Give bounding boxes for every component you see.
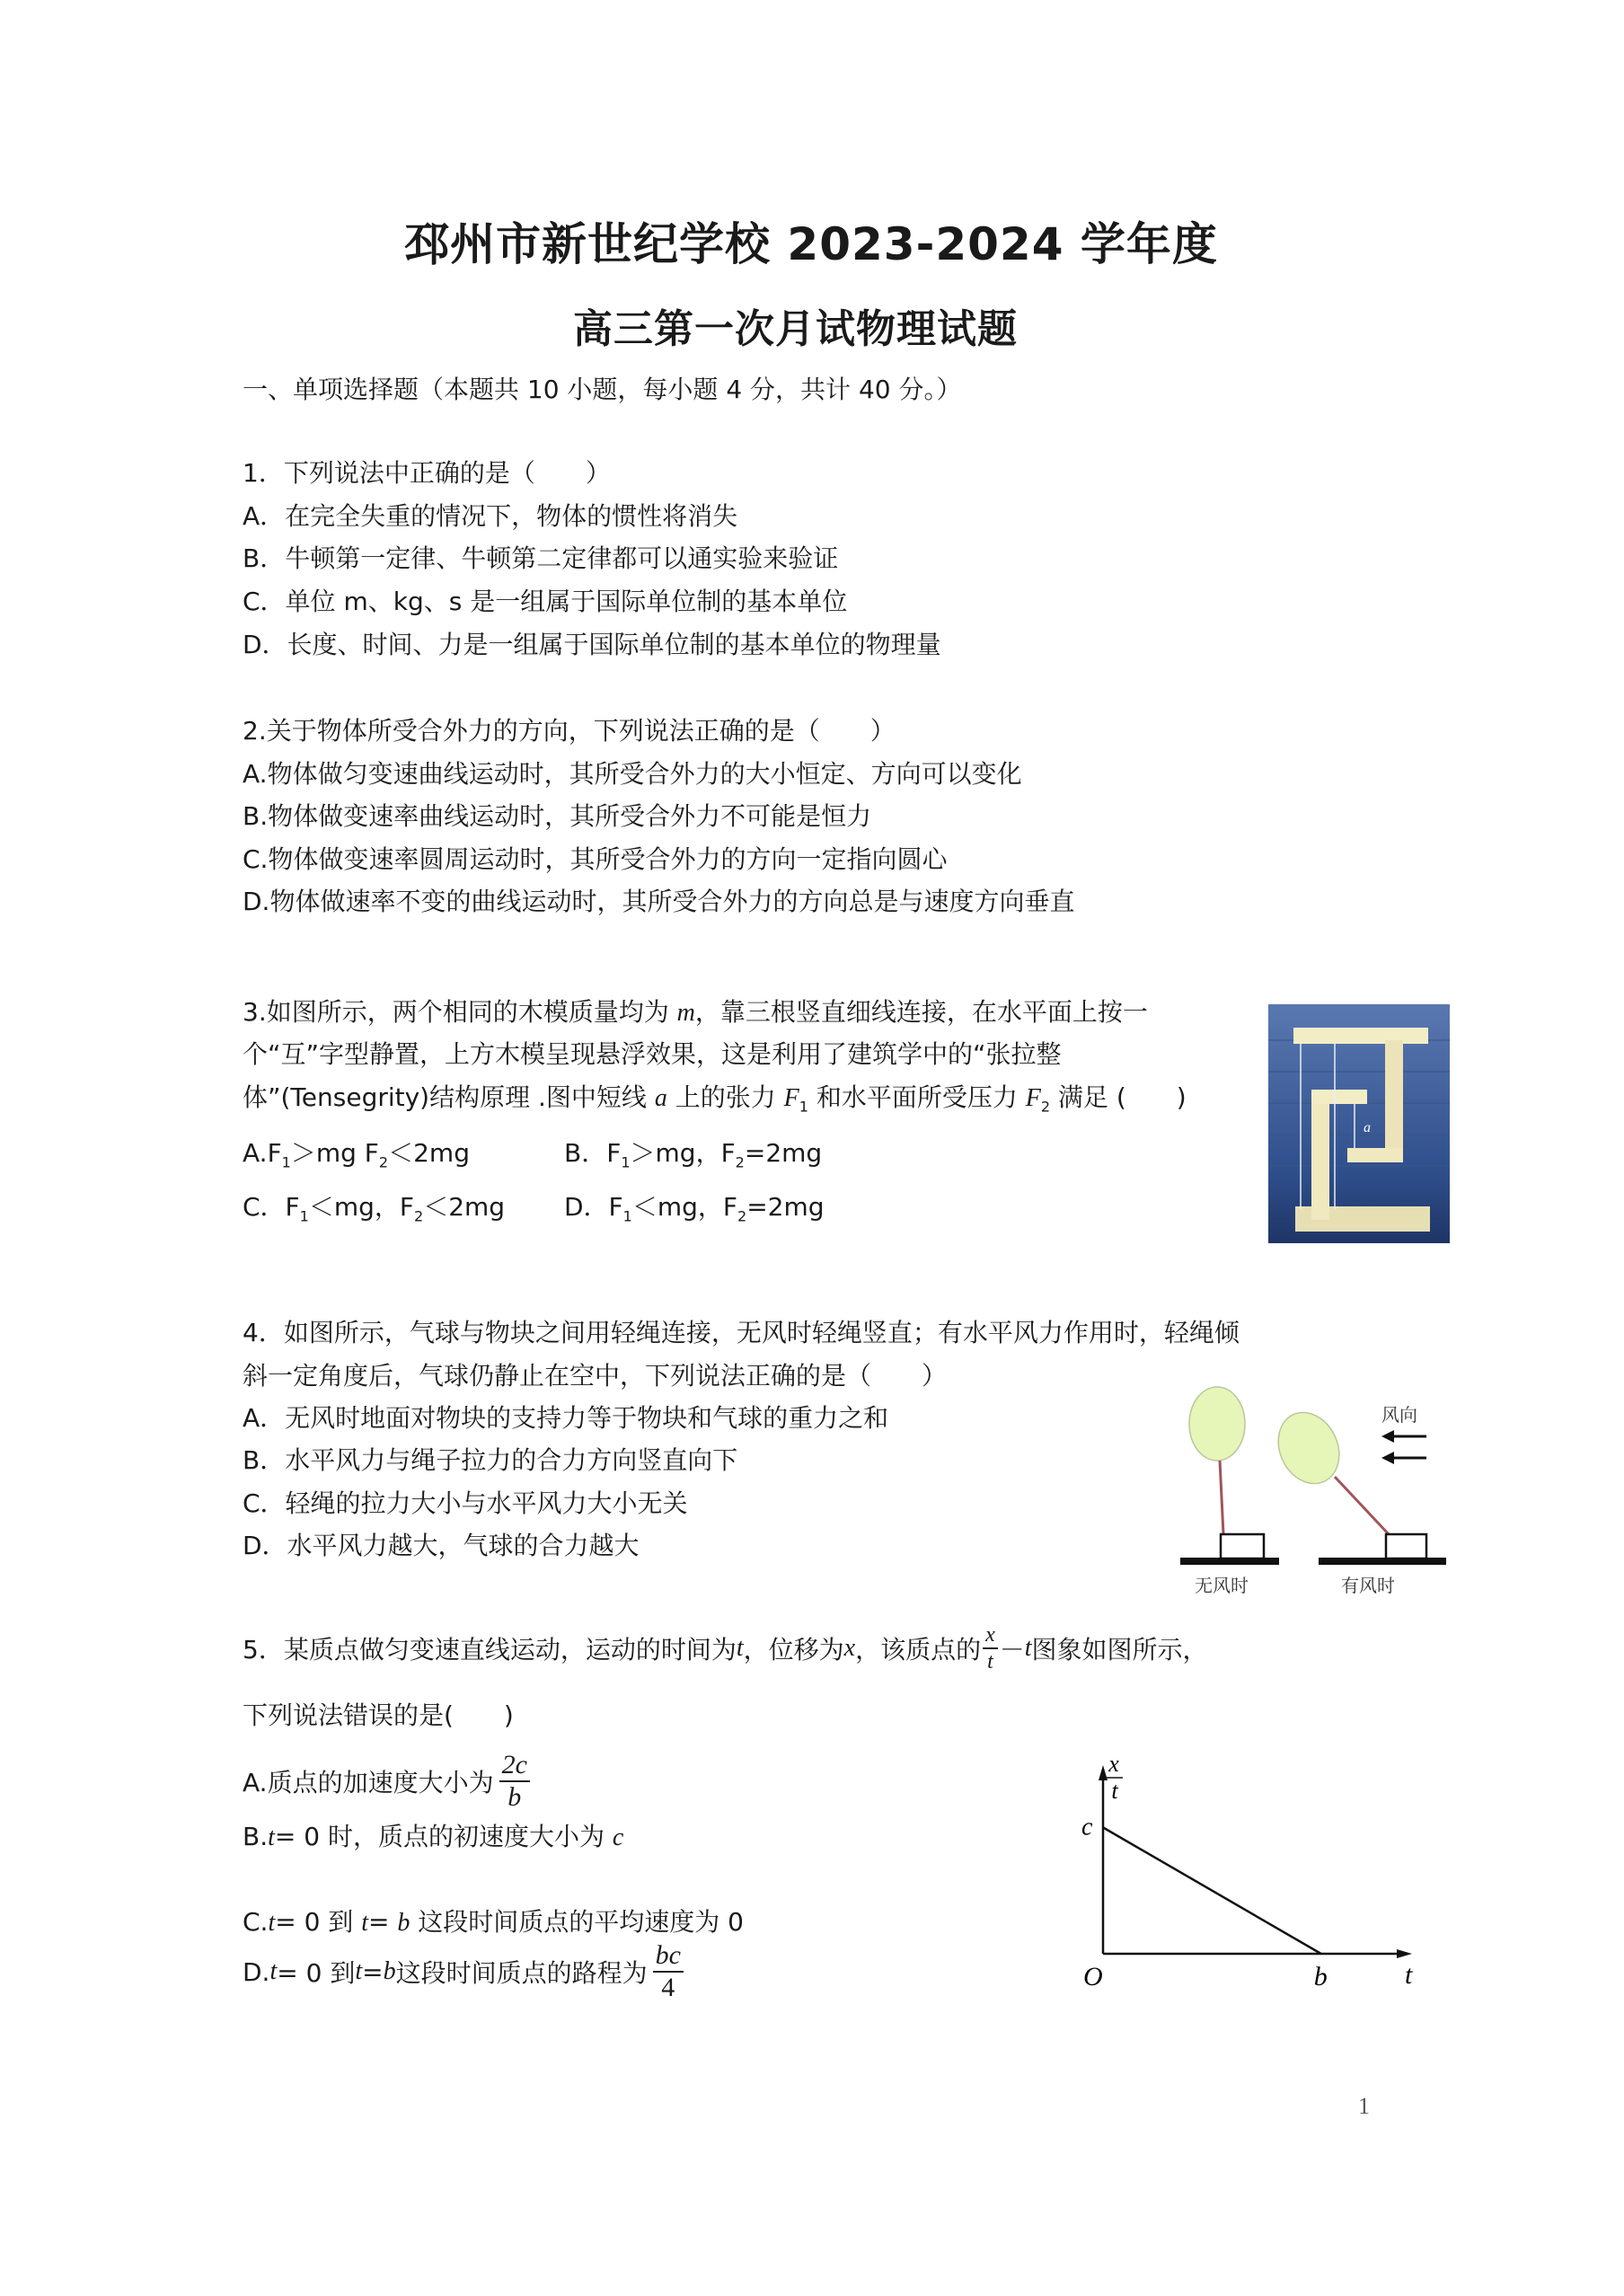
option-c: C．单位 m、kg、s 是一组属于国际单位制的基本单位	[243, 587, 848, 616]
option-d: D．水平风力越大，气球的合力越大	[243, 1531, 640, 1560]
option-d: D. t = 0 到 t = b 这段时间质点的路程为 $\frac{bc}{4}$	[243, 1942, 684, 2001]
rope-tilted	[1335, 1477, 1389, 1534]
option-c: C.t= 0 到 t= b 这段时间质点的平均速度为 0	[243, 1907, 744, 1937]
y-axis-label-numerator: x	[1108, 1751, 1119, 1777]
balloon-figure	[1159, 1365, 1473, 1599]
option-b: B．牛顿第一定律、牛顿第二定律都可以通实验来验证	[243, 543, 839, 573]
ground-right	[1319, 1558, 1446, 1565]
x-intercept-label: b	[1313, 1962, 1328, 1991]
option-a: A.质点的加速度大小为 $\frac{2c}{b}$	[243, 1752, 530, 1811]
option-a: A．在完全失重的情况下，物体的惯性将消失	[243, 501, 738, 531]
upper-post	[1385, 1040, 1403, 1161]
upper-arm	[1347, 1148, 1403, 1162]
question-stem-line-1: 3.如图所示，两个相同的木模质量均为 m，靠三根竖直细线连接，在水平面上按一	[243, 997, 1148, 1027]
caption-no-wind: 无风时	[1195, 1575, 1249, 1596]
question-stem: 2.关于物体所受合外力的方向，下列说法正确的是（ ）	[243, 716, 896, 746]
question-stem-line-3: 体”(Tensegrity)结构原理 .图中短线 a 上的张力 $F_1$ 和水平面所受压力 $F_2$ 满足 ( )	[243, 1082, 1187, 1116]
ground-left	[1180, 1558, 1279, 1565]
wind-direction-label: 风向	[1381, 1404, 1417, 1426]
fraction-2c-over-b: $\frac{2c}{b}$	[499, 1752, 530, 1811]
option-c: C.物体做变速率圆周运动时，其所受合外力的方向一定指向圆心	[243, 844, 948, 874]
origin-label: O	[1083, 1962, 1103, 1991]
string-a-label: a	[1364, 1120, 1371, 1135]
question-stem-line-1: 4．如图所示，气球与物块之间用轻绳连接，无风时轻绳竖直；有水平风力作用时，轻绳倾	[243, 1318, 1240, 1347]
wind-arrow-icon	[1381, 1430, 1426, 1464]
series-line	[1103, 1827, 1321, 1954]
y-intercept-label: c	[1081, 1813, 1093, 1841]
option-b: B．水平风力与绳子拉力的合力方向竖直向下	[243, 1445, 738, 1475]
lower-post	[1311, 1090, 1329, 1220]
y-axis-arrow-icon	[1099, 1765, 1108, 1780]
page-number: 1	[1358, 2093, 1370, 2119]
option-b: B.物体做变速率曲线运动时，其所受合外力不可能是恒力	[243, 801, 872, 831]
question-stem-line-2: 斜一定角度后，气球仍静止在空中，下列说法正确的是（ ）	[243, 1361, 948, 1391]
rope-vertical	[1220, 1461, 1223, 1534]
option-c: C．$F_1<mg$，$F_2<2mg$	[243, 1192, 506, 1225]
question-stem-line-2: 下列说法错误的是( )	[243, 1700, 514, 1730]
block-icon	[1386, 1534, 1426, 1559]
option-a: A．无风时地面对物块的支持力等于物块和气球的重力之和	[243, 1403, 889, 1433]
lower-arm	[1311, 1090, 1367, 1104]
option-b: B．$F_1>mg$，$F_2=2mg$	[564, 1138, 823, 1171]
tensegrity-figure	[1268, 1004, 1450, 1243]
fraction-x-over-t: $\frac{x}{t}$	[983, 1624, 998, 1673]
caption-wind: 有风时	[1341, 1575, 1395, 1596]
balloon-icon	[1189, 1387, 1245, 1461]
document-title: 邳州市新世纪学校 2023-2024 学年度	[404, 218, 1218, 270]
option-d: D．长度、时间、力是一组属于国际单位制的基本单位的物理量	[243, 630, 941, 659]
block-icon	[1221, 1534, 1264, 1559]
section-heading: 一、单项选择题（本题共 10 小题，每小题 4 分，共计 40 分。）	[243, 375, 962, 404]
y-axis-label-denominator: t	[1111, 1778, 1118, 1804]
option-c: C．轻绳的拉力大小与水平风力大小无关	[243, 1488, 688, 1518]
x-axis-arrow-icon	[1397, 1949, 1412, 1958]
document-subtitle: 高三第一次月试物理试题	[573, 306, 1018, 352]
option-b: B.t= 0 时，质点的初速度大小为 c	[243, 1822, 624, 1851]
option-d: D．$F_1<mg$，$F_2=2mg$	[564, 1192, 825, 1225]
var-m: m	[676, 999, 695, 1027]
x-axis-label: t	[1405, 1960, 1413, 1990]
option-a: A.物体做匀变速曲线运动时，其所受合外力的大小恒定、方向可以变化	[243, 759, 1022, 789]
option-a: $A.F_1>mg$ $F_2<2mg$	[243, 1138, 470, 1171]
question-stem-line-1: 5．某质点做匀变速直线运动，运动的时间为 t ，位移为 x ，该质点的 $\frac{x}{t}$ － t 图象如图所示，	[243, 1623, 1208, 1673]
xt-graph	[1060, 1734, 1437, 2003]
question-stem-line-2: 个“互”字型静置，上方木模呈现悬浮效果，这是利用了建筑学中的“张拉整	[243, 1039, 1062, 1069]
question-stem: 1．下列说法中正确的是（ ）	[243, 458, 611, 488]
option-d: D.物体做速率不变的曲线运动时，其所受合外力的方向总是与速度方向垂直	[243, 887, 1075, 916]
fraction-bc-over-4: $\frac{bc}{4}$	[653, 1942, 684, 2001]
top-block	[1293, 1028, 1428, 1044]
